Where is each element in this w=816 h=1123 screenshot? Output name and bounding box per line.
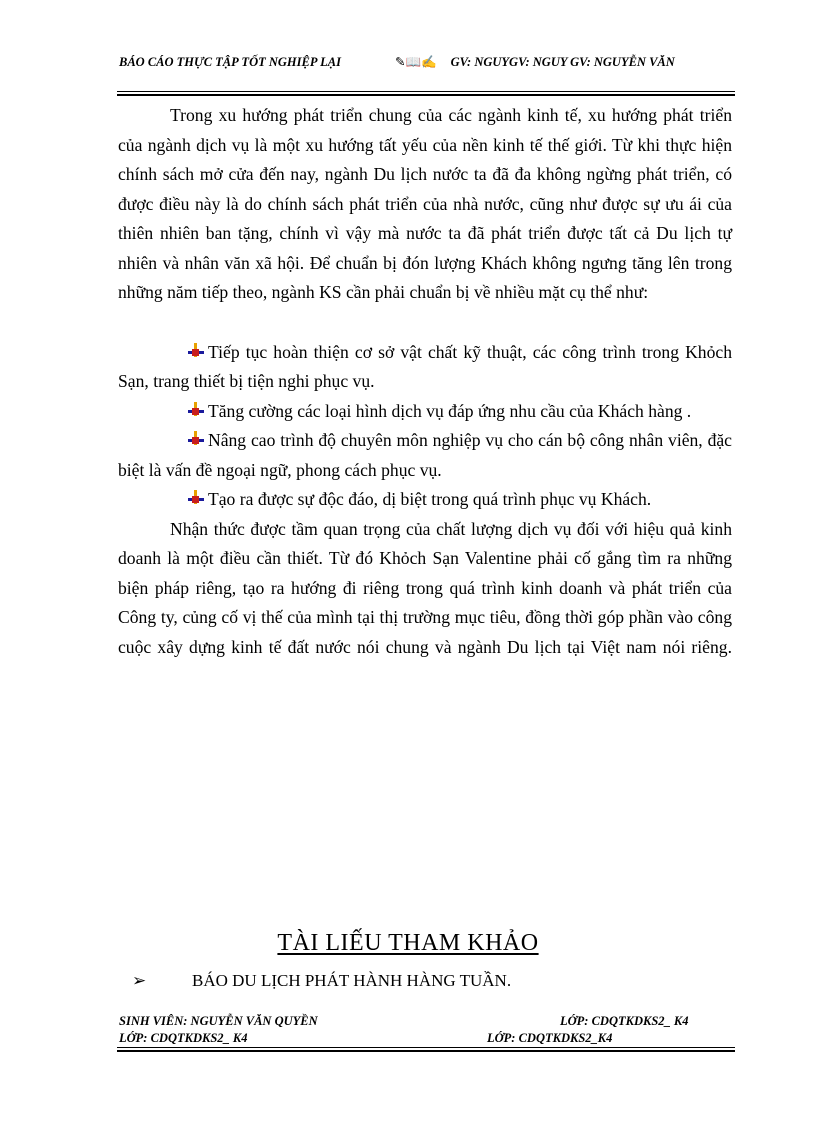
list-item-text: Nâng cao trình độ chuyên môn nghiệp vụ cho cán bộ công nhân viên, đặc biệt là vấn đề ngoại ngữ, phong cách phục vụ. bbox=[118, 430, 732, 480]
conclusion-paragraph: Nhận thức được tầm quan trọng của chất lượng dịch vụ đối với hiệu quả kinh doanh là một điều cần thiết. Từ đó Khỏch Sạn Valentine phải cố gắng tìm ra những biện pháp riêng, tạo ra hướng đi riêng trong quá trình kinh doanh và phát triển của Công ty, củng cố vị thế của mình tại thị trường mục tiêu, đồng thời góp phần vào công cuộc xây dựng kinh tế đất nước nói chung và ngành Du lịch tại Việt nam nói riêng. bbox=[118, 518, 732, 657]
intro-paragraph: Trong xu hướng phát triển chung của các ngành kinh tế, xu hướng phát triển của ngành dịch vụ là một xu hướng tất yếu của nền kinh tế thế giới. Từ khi thực hiện chính sách mở cửa đến nay, ngành Du lịch nước ta đã đa không ngừng phát triển, có được điều này là do chính sách phát triển của nhà nước, cũng như được sự ưu ái của thiên nhiên ban tặng, chính vì vậy mà nước ta đã phát triển được tất cả Du lịch tự nhiên và nhân văn xã hội. Để chuẩn bị đón lượng Khách không ngưng tăng lên trong những năm tiếp theo, ngành KS cần phải chuẩn bị về nhiều mặt cụ thể như: bbox=[118, 105, 732, 302]
references-title bbox=[0, 930, 816, 957]
header-rule bbox=[117, 91, 735, 92]
page-header bbox=[117, 54, 735, 92]
pen-book-icon: ✎📖✍ bbox=[395, 55, 437, 69]
list-item bbox=[118, 338, 732, 397]
arrow-bullet-icon: ➢ bbox=[132, 971, 147, 990]
list-item-text: Tiếp tục hoàn thiện cơ sở vật chất kỹ thuật, các công trình trong Khỏch Sạn, trang thiết bị tiện nghi phục vụ. bbox=[118, 341, 732, 391]
footer-class-1: LỚP: CDQTKDKS2_ K4 bbox=[560, 1014, 689, 1028]
reference-text: BÁO DU LỊCH PHÁT HÀNH HÀNG TUẦN. bbox=[192, 971, 512, 990]
bullet-cross-icon bbox=[188, 343, 204, 359]
references-title-text: TÀI LIẾU THAM KHẢO bbox=[277, 930, 539, 956]
page-footer bbox=[117, 1013, 735, 1047]
bullet-cross-icon bbox=[188, 431, 204, 447]
header-instructor bbox=[395, 54, 675, 70]
spacer bbox=[118, 308, 732, 338]
reference-item bbox=[132, 971, 511, 991]
bullet-cross-icon bbox=[188, 490, 204, 506]
list-item bbox=[118, 485, 732, 515]
body-text bbox=[118, 101, 732, 662]
footer-rule bbox=[117, 1047, 735, 1048]
list-item bbox=[118, 426, 732, 485]
footer-class-2: LỚP: CDQTKDKS2_ K4 bbox=[119, 1031, 248, 1045]
list-item bbox=[118, 397, 732, 427]
footer-class-3: LỚP: CDQTKDKS2_K4 bbox=[487, 1031, 613, 1045]
list-item-text: Tăng cường các loại hình dịch vụ đáp ứng nhu cầu của Khách hàng . bbox=[208, 400, 692, 421]
footer-student: SINH VIÊN: NGUYỄN VĂN QUYỀN bbox=[119, 1014, 318, 1028]
bullet-cross-icon bbox=[188, 402, 204, 418]
header-title: BÁO CÁO THỰC TẬP TỐT NGHIỆP LẠI bbox=[119, 55, 341, 69]
list-item-text: Tạo ra được sự độc đáo, dị biệt trong quá trình phục vụ Khách. bbox=[208, 489, 652, 509]
header-instructor-text: GV: NGUYGV: NGUY GV: NGUYỄN VĂN bbox=[450, 55, 675, 69]
